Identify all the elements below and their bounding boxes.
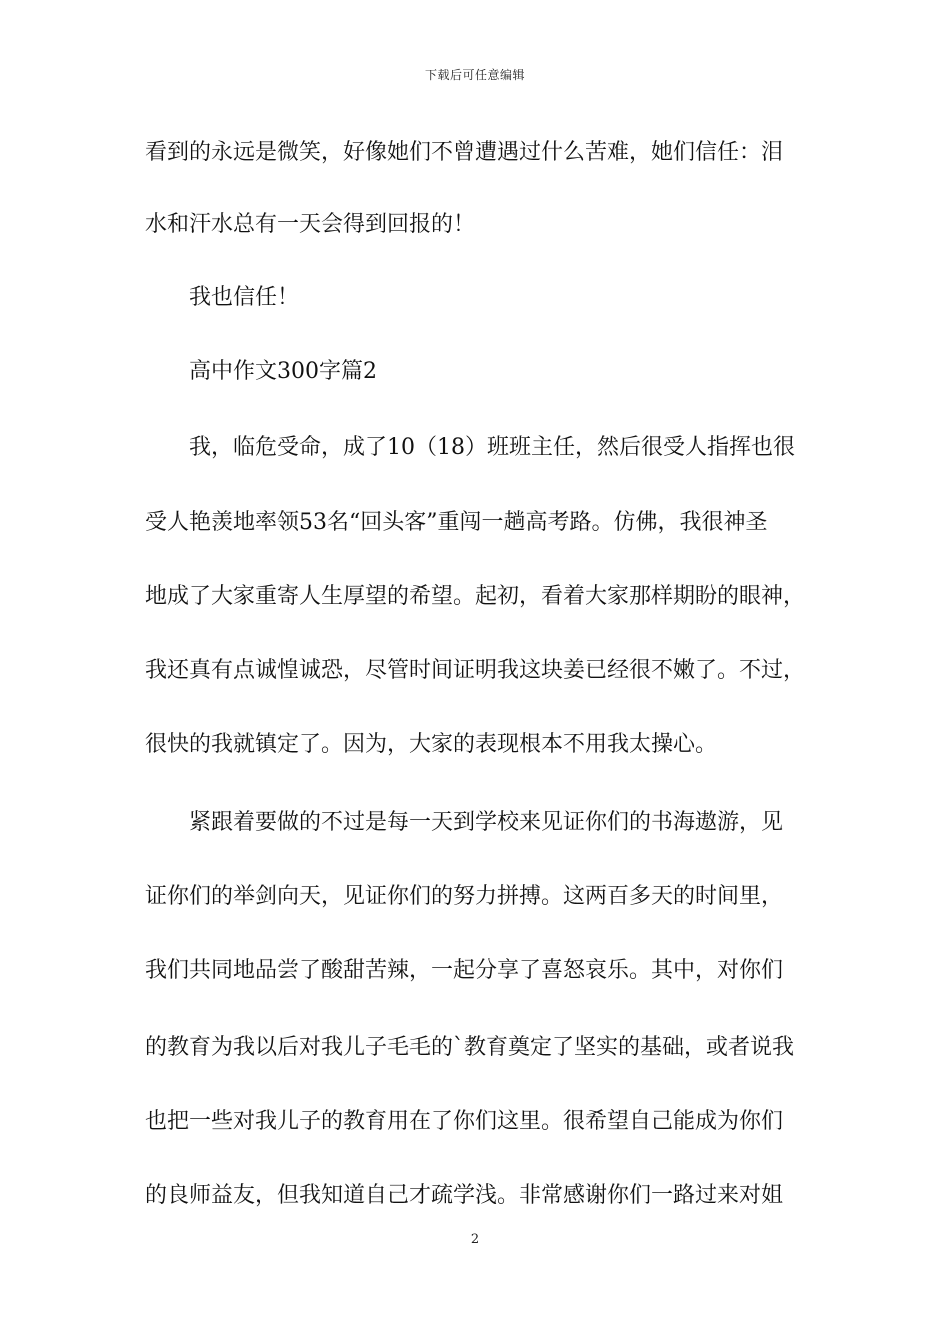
text-line: 紧跟着要做的不过是每一天到学校来见证你们的书海遨游，见 — [189, 810, 784, 835]
text-line: 很快的我就镇定了。因为，大家的表现根本不用我太操心。 — [145, 732, 718, 757]
text-line: 的良师益友，但我知道自己才疏学浅。非常感谢你们一路过来对姐 — [145, 1183, 784, 1208]
text-line: 受人艳羡地率领53名“回头客”重闯一趟高考路。仿佛，我很神圣 — [145, 510, 768, 535]
text-line: 证你们的举剑向天，见证你们的努力拼搏。这两百多天的时间里， — [145, 884, 784, 909]
section-heading: 高中作文300字篇2 — [189, 359, 377, 384]
text-line: 我还真有点诚惶诚恐，尽管时间证明我这块姜已经很不嫩了。不过， — [145, 658, 806, 683]
text-line: 也把一些对我儿子的教育用在了你们这里。很希望自己能成为你们 — [145, 1109, 784, 1134]
text-line: 的教育为我以后对我儿子毛毛的`教育奠定了坚实的基础，或者说我 — [145, 1035, 795, 1060]
page-header: 下载后可任意编辑 — [424, 68, 525, 82]
page-number: 2 — [470, 1232, 480, 1247]
text-line: 我们共同地品尝了酸甜苦辣，一起分享了喜怒哀乐。其中，对你们 — [145, 958, 784, 983]
text-line: 看到的永远是微笑，好像她们不曾遭遇过什么苦难，她们信任：泪 — [145, 140, 784, 165]
text-line: 水和汗水总有一天会得到回报的！ — [145, 212, 476, 237]
text-line: 我，临危受命，成了10（18）班班主任，然后很受人指挥也很 — [189, 435, 795, 460]
text-line: 我也信任！ — [189, 285, 300, 310]
text-line: 地成了大家重寄人生厚望的希望。起初，看着大家那样期盼的眼神， — [145, 584, 806, 609]
